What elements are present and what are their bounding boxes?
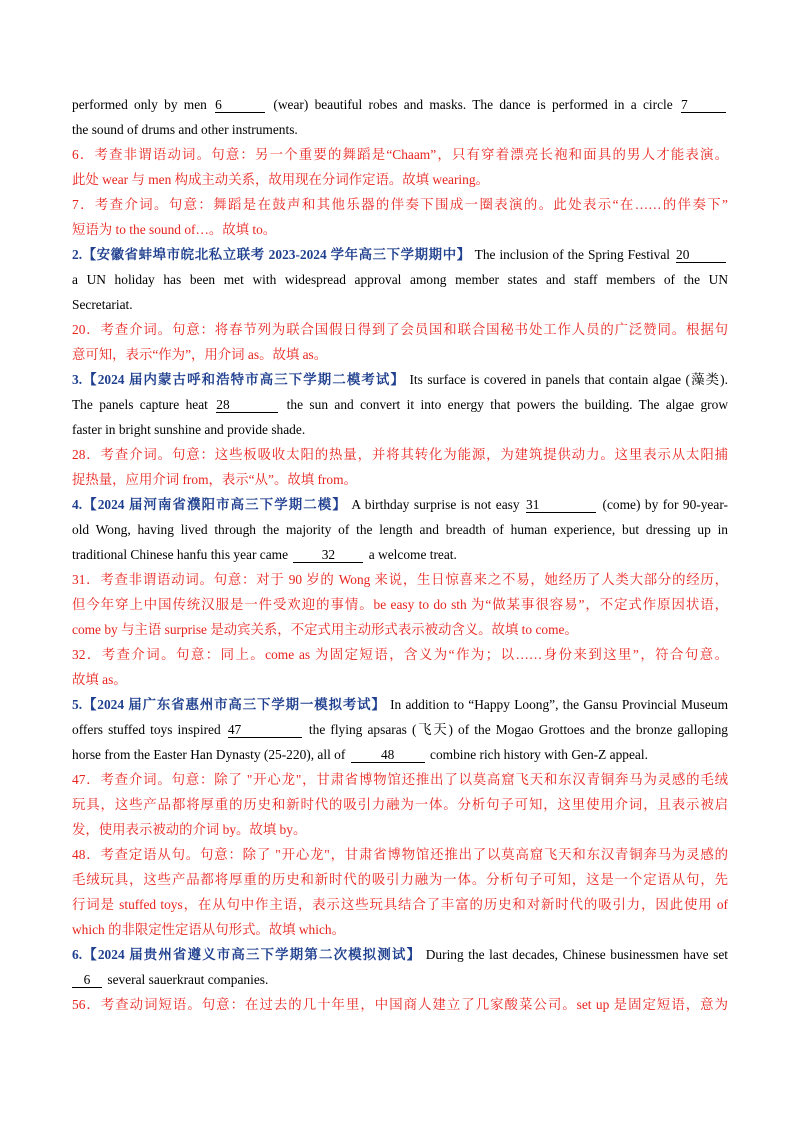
blank-47[interactable]: 47 [228,723,302,738]
blank-7[interactable]: 7 [681,98,726,113]
blank-56[interactable]: 6 [72,973,102,988]
question-5-source: 5.【2024 届广东省惠州市高三下学期一模拟考试】 [72,697,386,712]
question-2-line: 2.【安徽省蚌埠市皖北私立联考 2023-2024 学年高三下学期期中】 The inclusion of the Spring Festival 20 [72,242,728,267]
question-3-source: 3.【2024 届内蒙古呼和浩特市高三下学期二模考试】 [72,372,405,387]
blank-20[interactable]: 20 [676,248,726,263]
blank-6[interactable]: 6 [215,98,265,113]
question-text-line: horse from the Easter Han Dynasty (25-220), all of 48 combine rich history with Gen-Z appeal. [72,747,648,762]
answer-explanation-20: 20．考查介词。句意：将春节列为联合国假日得到了会员国和联合国秘书处工作人员的广泛赞同。根据句 [72,322,728,337]
question-text-line: 6 several sauerkraut companies. [72,967,728,992]
blank-32[interactable]: 32 [293,548,363,563]
question-text-line: old Wong, having lived through the majority of the length and breadth of human experience, but dressing up in [72,522,728,537]
answer-explanation-20: 意可知，表示“作为”，用介词 as。故填 as。 [72,347,328,362]
answer-explanation-56: 56．考查动词短语。句意：在过去的几十年里，中国商人建立了几家酸菜公司。set up 是固定短语，意为 [72,997,728,1012]
answer-explanation-47: 玩具，这些产品都将厚重的历史和新时代的吸引力融为一体。分析句子可知，这里使用介词，且表示被启 [72,797,728,812]
question-2-source: 2.【安徽省蚌埠市皖北私立联考 2023-2024 学年高三下学期期中】 [72,247,471,262]
answer-explanation-6: 6．考查非谓语动词。句意：另一个重要的舞蹈是“Chaam”，只有穿着漂亮长袍和面具的男人才能表演。 [72,147,728,162]
question-text-line: offers stuffed toys inspired 47 the flying apsaras (飞天) of the Mogao Grottoes and the bronze galloping [72,722,729,737]
blank-31[interactable]: 31 [526,498,596,513]
answer-explanation-48: which 的非限定性定语从句形式。故填 which。 [72,922,346,937]
answer-explanation-47: 发，使用表示被动的介词 by。故填 by。 [72,822,307,837]
question-3-line: 3.【2024 届内蒙古呼和浩特市高三下学期二模考试】 Its surface is covered in panels that contain algae (藻类). [72,372,728,387]
answer-explanation-47: 47．考查介词。句意：除了 "开心龙"，甘肃省博物馆还推出了以莫高窟飞天和东汉青铜奔马为灵感的毛绒 [72,772,728,787]
answer-explanation-32: 32．考查介词。句意：同上。come as 为固定短语，含义为“作为；以……身份来到这里”，符合句意。 [72,647,728,662]
answer-explanation-28: 捉热量，应用介词 from，表示“从”。故填 from。 [72,472,357,487]
blank-28[interactable]: 28 [216,398,278,413]
answer-explanation-31: 31．考查非谓语动词。句意：对于 90 岁的 Wong 来说，生日惊喜来之不易，她经历了人类大部分的经历， [72,572,728,587]
question-4-source: 4.【2024 届河南省濮阳市高三下学期二模】 [72,497,347,512]
question-text-line: The panels capture heat 28 the sun and convert it into energy that powers the building. The algae grow [72,397,728,412]
answer-explanation-7: 短语为 to the sound of…。故填 to。 [72,222,277,237]
question-4-line: 4.【2024 届河南省濮阳市高三下学期二模】 A birthday surprise is not easy 31 (come) by for 90-year- [72,497,728,512]
answer-explanation-6: 此处 wear 与 men 构成主动关系，故用现在分词作定语。故填 wearing。 [72,172,489,187]
answer-explanation-48: 48．考查定语从句。句意：除了 "开心龙"，甘肃省博物馆还推出了以莫高窟飞天和东汉青铜奔马为灵感的 [72,847,728,862]
answer-explanation-48: 行词是 stuffed toys，在从句中作主语，表示这些玩具结合了丰富的历史和对新时代的吸引力，因此使用 of [72,897,728,912]
question-6-source: 6.【2024 届贵州省遵义市高三下学期第二次模拟测试】 [72,947,422,962]
document-page [72,92,728,1017]
question-text-line: Secretariat. [72,297,133,312]
answer-explanation-7: 7．考查介词。句意：舞蹈是在鼓声和其他乐器的伴奏下围成一圈表演的。此处表示“在……的伴奏下” [72,197,728,212]
answer-explanation-28: 28．考查介词。句意：这些板吸收太阳的热量，并将其转化为能源，为建筑提供动力。这里表示从太阳捕 [72,447,728,462]
question-text-line: traditional Chinese hanfu this year came 32 a welcome treat. [72,547,457,562]
question-text-line: the sound of drums and other instruments. [72,122,298,137]
answer-explanation-31: 但今年穿上中国传统汉服是一件受欢迎的事情。be easy to do sth 为“做某事很容易”，不定式作原因状语， [72,597,728,612]
answer-explanation-31: come by 与主语 surprise 是动宾关系，不定式用主动形式表示被动含义。故填 to come。 [72,622,578,637]
question-text-line: faster in bright sunshine and provide shade. [72,422,306,437]
answer-explanation-32: 故填 as。 [72,672,127,687]
question-5-line: 5.【2024 届广东省惠州市高三下学期一模拟考试】 In addition to “Happy Loong”, the Gansu Provincial Museum [72,697,728,712]
blank-48[interactable]: 48 [351,748,425,763]
question-6-line: 6.【2024 届贵州省遵义市高三下学期第二次模拟测试】 During the last decades, Chinese businessmen have set [72,947,728,962]
answer-explanation-48: 毛绒玩具，这些产品都将厚重的历史和新时代的吸引力融为一体。分析句子可知，这是一个定语从句，先 [72,872,728,887]
question-text-line: a UN holiday has been met with widespread approval among member states and staff members of the UN [72,272,728,287]
question-text-line: performed only by men 6 (wear) beautiful robes and masks. The dance is performed in a circle 7 [72,92,728,117]
